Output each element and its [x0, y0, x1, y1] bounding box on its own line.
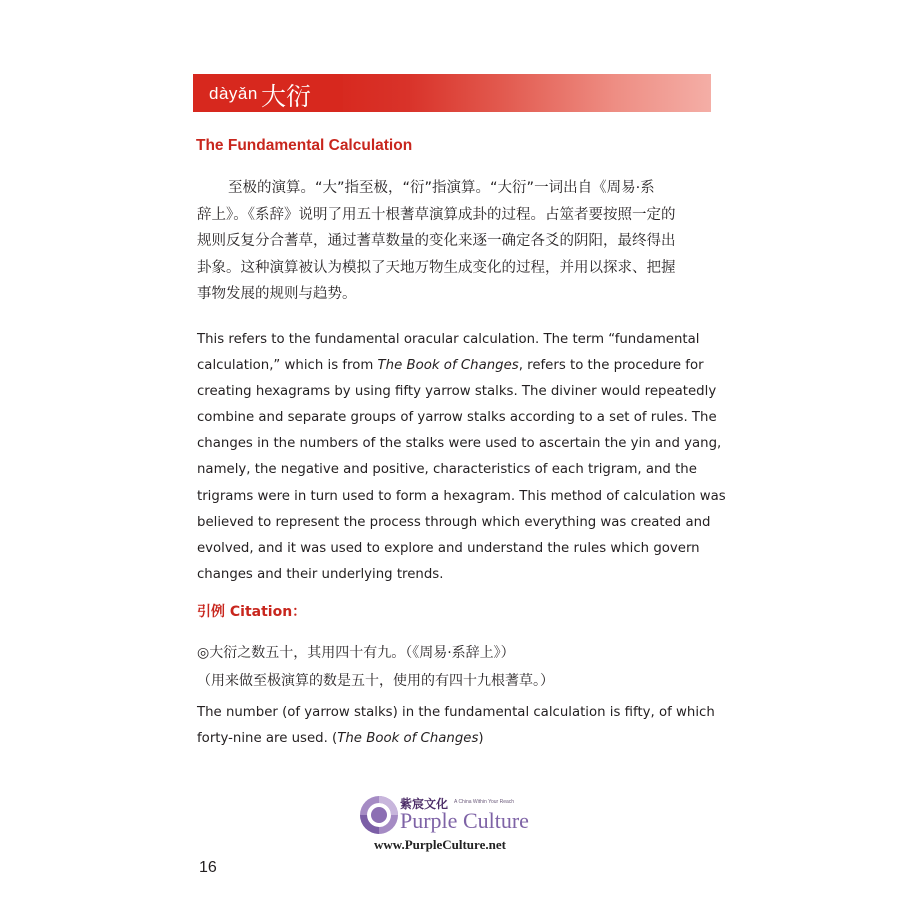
en-line: changes in the numbers of the stalks were used to ascertain the yin and yang,: [197, 436, 722, 452]
watermark: [358, 793, 558, 855]
purple-culture-logo-icon: [358, 793, 400, 839]
en-line: This refers to the fundamental oracular calculation. The term “fundamental: [197, 332, 700, 347]
en-text: forty-nine are used. (: [197, 731, 338, 746]
section-title: The Fundamental Calculation: [196, 137, 413, 154]
en-text: , refers to the procedure for: [518, 358, 704, 374]
citation-heading: 引例 Citation：: [197, 604, 307, 620]
book-title: The Book of Changes: [337, 731, 479, 746]
en-line: [197, 353, 717, 379]
en-line: namely, the negative and positive, characteristics of each trigram, and the: [197, 462, 697, 478]
watermark-chinese: 紫宸文化: [400, 797, 449, 811]
en-line: evolved, and it was used to explore and understand the rules which govern: [197, 540, 700, 556]
citation-zh-explanation: （用来做至极演算的数是五十，使用的有四十九根蓍草。）: [197, 673, 554, 689]
zh-line: 规则反复分合蓍草，通过蓍草数量的变化来逐一确定各爻的阴阳，最终得出: [197, 233, 676, 249]
en-line: believed to represent the process through which everything was created and: [197, 514, 711, 530]
watermark-url: www.PurpleCulture.net: [374, 837, 506, 852]
book-title: The Book of Changes: [377, 358, 519, 374]
banner-pinyin: dàyǎn: [209, 84, 258, 103]
watermark-brand: Purple Culture: [400, 808, 529, 833]
en-text: ): [478, 731, 484, 746]
banner-hanzi: 大衍: [261, 82, 312, 111]
english-paragraph: [197, 327, 726, 588]
citation-en-line: The number (of yarrow stalks) in the fundamental calculation is fifty, of which: [197, 705, 715, 720]
chinese-paragraph: [197, 175, 717, 308]
en-line: trigrams were in turn used to form a hexagram. This method of calculation was: [197, 488, 726, 504]
watermark-tagline: A China Within Your Reach: [454, 799, 515, 805]
zh-line: 卦象。这种演算被认为模拟了天地万物生成变化的过程，并用以探求、把握: [197, 259, 676, 276]
banner-gradient: [333, 74, 711, 112]
zh-line: 至极的演算。“大”指至极，“衍”指演算。“大衍”一词出自《周易·系: [228, 180, 655, 196]
zh-line: 辞上》。《系辞》说明了用五十根蓍草演算成卦的过程。占筮者要按照一定的: [197, 206, 676, 223]
en-line: changes and their underlying trends.: [197, 566, 444, 582]
entry-banner: [193, 74, 711, 112]
citation-en-line: [197, 731, 484, 746]
page-number: 16: [199, 859, 217, 876]
citation-zh-quote: ◎大衍之数五十，其用四十有九。（《周易·系辞上》）: [197, 645, 515, 661]
en-line: combine and separate groups of yarrow stalks according to a set of rules. The: [197, 410, 717, 426]
zh-line: 事物发展的规则与趋势。: [197, 286, 357, 302]
en-line: creating hexagrams by using fifty yarrow stalks. The diviner would repeatedly: [197, 384, 717, 400]
en-text: calculation,” which is from: [197, 358, 378, 374]
